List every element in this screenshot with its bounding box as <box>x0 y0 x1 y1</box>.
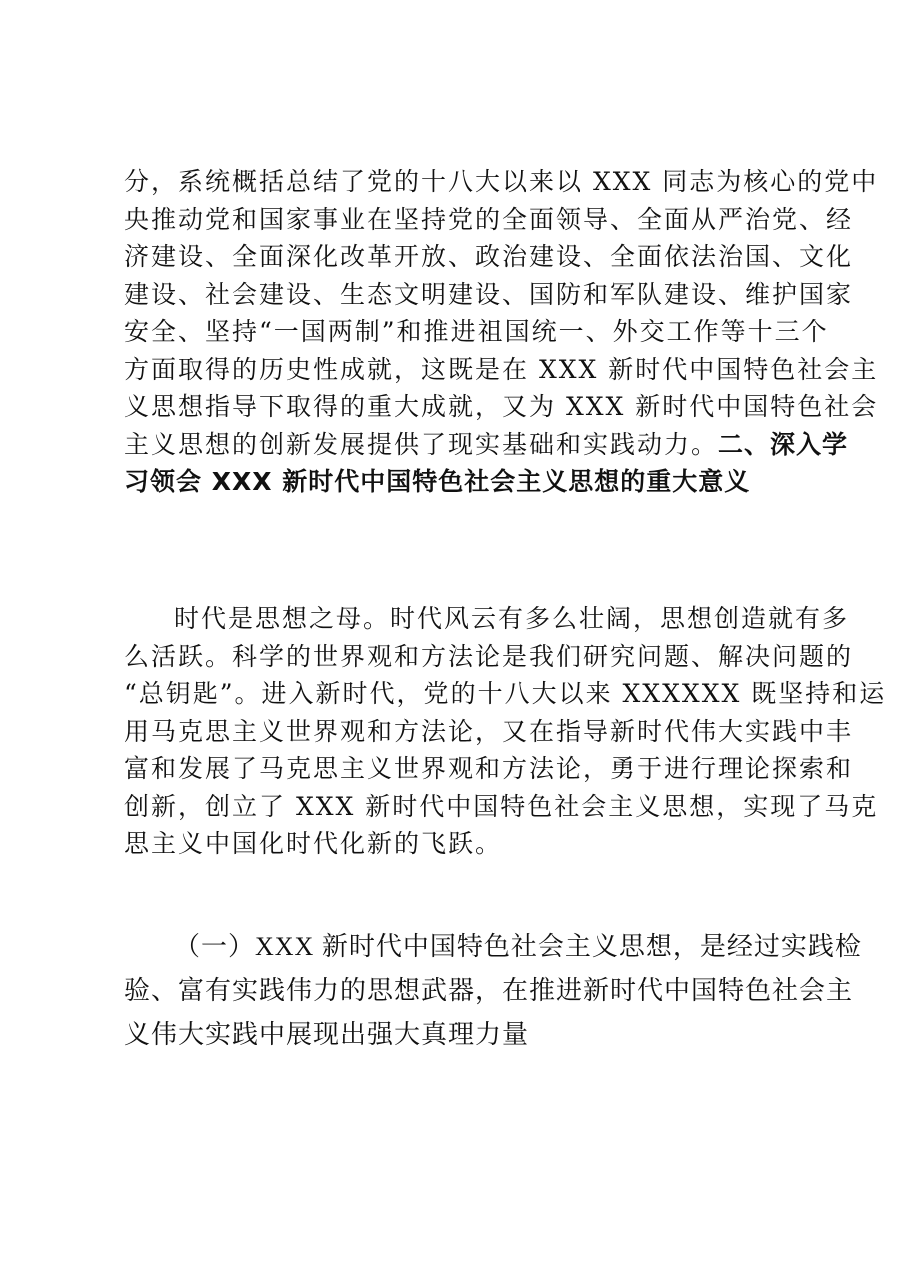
text-line: （一）XXX 新时代中国特色社会主义思想，是经过实践检 <box>174 932 862 961</box>
text-line: 分，系统概括总结了党的十八大以来以 XXX 同志为核心的党中 <box>124 167 879 196</box>
text-line: 时代是思想之母。时代风云有多么壮阔，思想创造就有多 <box>174 604 850 633</box>
text-line: 思主义中国化时代化新的飞跃。 <box>124 829 503 858</box>
paragraph-achievements <box>124 163 879 501</box>
text-line: 用马克思主义世界观和方法论，又在指导新时代伟大实践中丰 <box>124 716 854 746</box>
paragraph-era-thought <box>124 600 887 863</box>
text-line: 创新，创立了 XXX 新时代中国特色社会主义思想，实现了马克 <box>124 791 879 821</box>
text-line: 安全、坚持“一国两制”和推进祖国统一、外交工作等十三个 <box>124 317 829 346</box>
subsection-heading <box>124 925 862 1057</box>
section-heading-start: 二、深入学 <box>718 429 849 459</box>
section-heading: 习领会 XXX 新时代中国特色社会主义思想的重大意义 <box>124 467 751 496</box>
text-line: 义伟大实践中展现出强大真理力量 <box>124 1020 530 1049</box>
text-line: “总钥匙”。进入新时代，党的十八大以来 XXXXXX 既坚持和运 <box>124 679 887 708</box>
text-line: 央推动党和国家事业在坚持党的全面领导、全面从严治党、经 <box>124 204 854 234</box>
text-line-mixed <box>124 426 849 464</box>
text-line: 济建设、全面深化改革开放、政治建设、全面依法治国、文化 <box>124 242 854 271</box>
text-line: 方面取得的历史性成就，这既是在 XXX 新时代中国特色社会主 <box>124 354 879 384</box>
text-line: 么活跃。科学的世界观和方法论是我们研究问题、解决问题的 <box>124 641 854 671</box>
text-line: 验、富有实践伟力的思想武器，在推进新时代中国特色社会主 <box>124 976 854 1005</box>
text-line: 建设、社会建设、生态文明建设、国防和军队建设、维护国家 <box>124 279 854 309</box>
text-line: 富和发展了马克思主义世界观和方法论，勇于进行理论探索和 <box>124 754 854 783</box>
text-line: 义思想指导下取得的重大成就，又为 XXX 新时代中国特色社会 <box>124 392 879 421</box>
text-segment: 主义思想的创新发展提供了现实基础和实践动力。 <box>124 429 719 459</box>
